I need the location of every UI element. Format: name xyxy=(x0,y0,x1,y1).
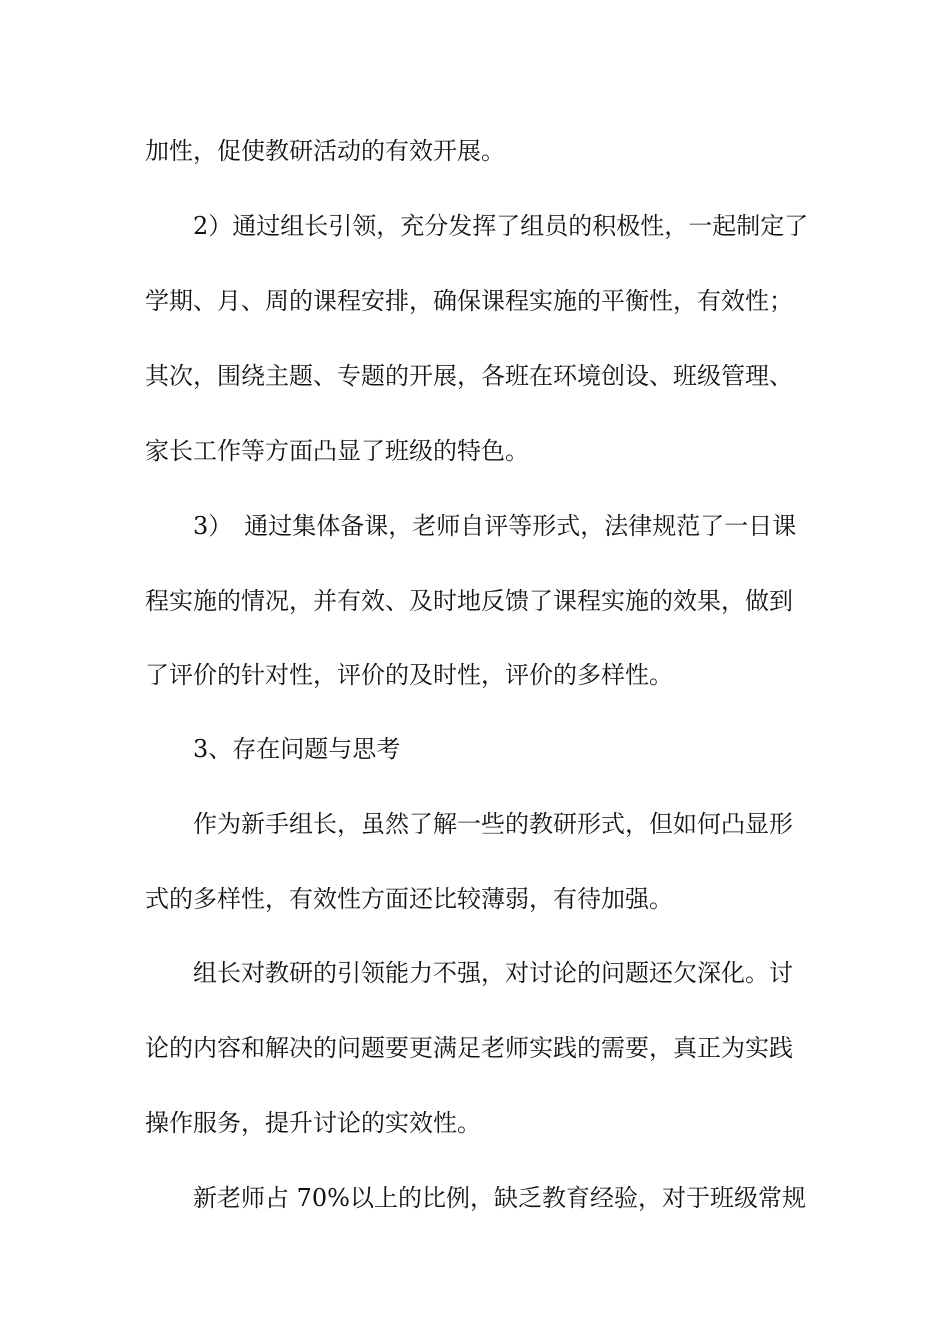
text-line: 程实施的情况，并有效、及时地反馈了课程实施的效果，做到 xyxy=(145,587,793,615)
text-line: 2）通过组长引领，充分发挥了组员的积极性，一起制定了 xyxy=(193,212,809,240)
text-line: 作为新手组长，虽然了解一些的教研形式，但如何凸显形 xyxy=(193,810,793,838)
text-line: 操作服务，提升讨论的实效性。 xyxy=(145,1109,481,1137)
text-line: 3） 通过集体备课，老师自评等形式，法律规范了一日课 xyxy=(193,512,797,540)
text-line: 加性，促使教研活动的有效开展。 xyxy=(145,137,505,165)
text-line: 论的内容和解决的问题要更满足老师实践的需要，真正为实践 xyxy=(145,1034,793,1062)
text-line: 式的多样性，有效性方面还比较薄弱，有待加强。 xyxy=(145,885,673,913)
section-heading: 3、存在问题与思考 xyxy=(193,735,401,763)
text-line: 家长工作等方面凸显了班级的特色。 xyxy=(145,437,529,465)
text-line: 组长对教研的引领能力不强，对讨论的问题还欠深化。讨 xyxy=(193,959,793,987)
text-line: 学期、月、周的课程安排，确保课程实施的平衡性，有效性； xyxy=(145,287,793,315)
text-line: 了评价的针对性，评价的及时性，评价的多样性。 xyxy=(145,661,673,689)
text-line: 新老师占 70%以上的比例，缺乏教育经验，对于班级常规 xyxy=(193,1184,806,1212)
text-line: 其次，围绕主题、专题的开展，各班在环境创设、班级管理、 xyxy=(145,362,793,390)
